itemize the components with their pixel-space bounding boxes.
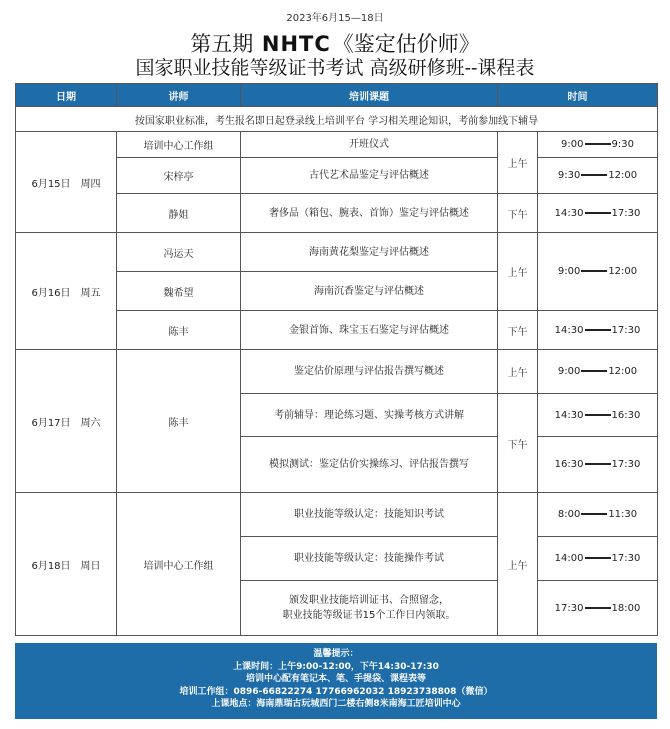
column-header-time: 时间 (498, 84, 658, 107)
time-end: 17:30 (611, 207, 641, 219)
topic-cell: 开班仪式 (241, 132, 498, 158)
time-cell (538, 311, 658, 350)
time-end: 11:30 (608, 509, 638, 520)
topic-cell: 古代艺术品鉴定与评估概述 (241, 158, 498, 194)
time-start: 14:30 (554, 324, 584, 336)
time-cell (538, 394, 658, 437)
date-cell-0616: 6月16日 周五 (16, 233, 117, 350)
footer-class-time: 上课时间：上午9:00-12:00，下午14:30-17:30 (233, 661, 439, 672)
speaker-cell: 培训中心工作组 (117, 132, 241, 158)
date-cell-0617: 6月17日 周六 (16, 350, 117, 493)
speaker-cell: 静姐 (117, 194, 241, 233)
time-end: 12:00 (608, 170, 638, 181)
time-end: 17:30 (611, 459, 641, 470)
topic-cell: 职业技能等级认定：技能操作考试 (241, 537, 498, 581)
time-end: 18:00 (611, 602, 641, 614)
table-row (16, 350, 658, 394)
topic-line: 颁发职业技能培训证书、合照留念， (289, 595, 449, 606)
speaker-cell: 魏希望 (117, 272, 241, 311)
notice-text: 按国家职业标准，考生报名即日起登录线上培训平台 学习相关理论知识，考前参加线下辅导 (16, 107, 658, 132)
speaker-cell: 陈丰 (117, 350, 241, 493)
speaker-cell: 培训中心工作组 (117, 493, 241, 636)
period-cell: 上午 (498, 493, 538, 636)
topic-cell: 奢侈品（箱包、腕表、首饰）鉴定与评估概述 (241, 194, 498, 233)
footer-supplies: 培训中心配有笔记本、笔、手提袋、课程表等 (245, 674, 426, 684)
notice-row (16, 107, 658, 132)
topic-cell: 职业技能等级认定：技能知识考试 (241, 493, 498, 537)
period-cell: 上午 (498, 132, 538, 194)
period-cell: 下午 (498, 194, 538, 233)
speaker-cell: 陈丰 (117, 311, 241, 350)
time-start: 9:00 (557, 266, 581, 277)
time-start: 8:00 (557, 509, 581, 520)
time-start: 9:30 (557, 170, 581, 181)
time-end: 12:00 (608, 366, 638, 377)
title-suffix: 《鉴定估价师》 (332, 32, 480, 56)
time-start: 9:00 (557, 366, 581, 377)
time-start: 16:30 (554, 459, 584, 470)
topic-cell: 海南沉香鉴定与评估概述 (241, 272, 498, 311)
time-cell (538, 132, 658, 158)
topic-cell: 模拟测试：鉴定估价实操练习、评估报告撰写 (241, 437, 498, 493)
date-cell-0618: 6月18日 周日 (16, 493, 117, 636)
title-prefix: 第五期 (190, 32, 254, 56)
column-header-speaker: 讲师 (117, 84, 241, 107)
time-start: 17:30 (554, 602, 584, 614)
time-end: 16:30 (611, 409, 641, 421)
table-row (16, 233, 658, 272)
topic-cell: 鉴定估价原理与评估报告撰写概述 (241, 350, 498, 394)
period-cell: 下午 (498, 394, 538, 493)
table-header-row (16, 84, 658, 107)
topic-cell: 金银首饰、珠宝玉石鉴定与评估概述 (241, 311, 498, 350)
table-row (16, 493, 658, 537)
speaker-cell: 冯运天 (117, 233, 241, 272)
time-cell (538, 493, 658, 537)
footer-notice (15, 643, 657, 719)
period-cell: 下午 (498, 311, 538, 350)
footer-heading: 温馨提示： (313, 649, 359, 659)
time-end: 17:30 (611, 553, 641, 564)
table-row (16, 132, 658, 158)
time-cell (538, 350, 658, 394)
time-start: 14:30 (554, 409, 584, 421)
time-cell (538, 581, 658, 636)
time-cell (538, 537, 658, 581)
time-end: 17:30 (611, 324, 641, 336)
column-header-topic: 培训课题 (241, 84, 498, 107)
period-cell: 上午 (498, 233, 538, 311)
topic-cell: 海南黄花梨鉴定与评估概述 (241, 233, 498, 272)
time-end: 12:00 (608, 266, 638, 277)
topic-line: 职业技能等级证书15个工作日内领取。 (282, 610, 456, 621)
topic-cell: 考前辅导：理论练习题、实操考核方式讲解 (241, 394, 498, 437)
schedule-table (15, 83, 658, 636)
time-end: 9:30 (611, 139, 634, 150)
speaker-cell: 宋梓亭 (117, 158, 241, 194)
footer-contact: 培训工作组：0896-66822274 17766962032 18923738808（微信） (179, 686, 493, 697)
page-subtitle: 国家职业技能等级证书考试 高级研修班--课程表 (135, 57, 535, 79)
time-cell (538, 437, 658, 493)
title-brand: NHTC (261, 32, 331, 56)
time-start: 14:30 (554, 207, 584, 219)
period-cell: 上午 (498, 350, 538, 394)
time-start: 14:00 (554, 553, 584, 564)
time-cell (538, 233, 658, 311)
time-cell (538, 158, 658, 194)
date-range: 2023年6月15—18日 (286, 13, 384, 24)
footer-location: 上课地点：海南鼎瑞古玩城西门二楼右侧8米南海工匠培训中心 (211, 699, 461, 709)
time-cell (538, 194, 658, 233)
date-cell-0615: 6月15日 周四 (16, 132, 117, 233)
topic-cell (241, 581, 498, 636)
column-header-date: 日期 (16, 84, 117, 107)
time-start: 9:00 (561, 139, 584, 150)
